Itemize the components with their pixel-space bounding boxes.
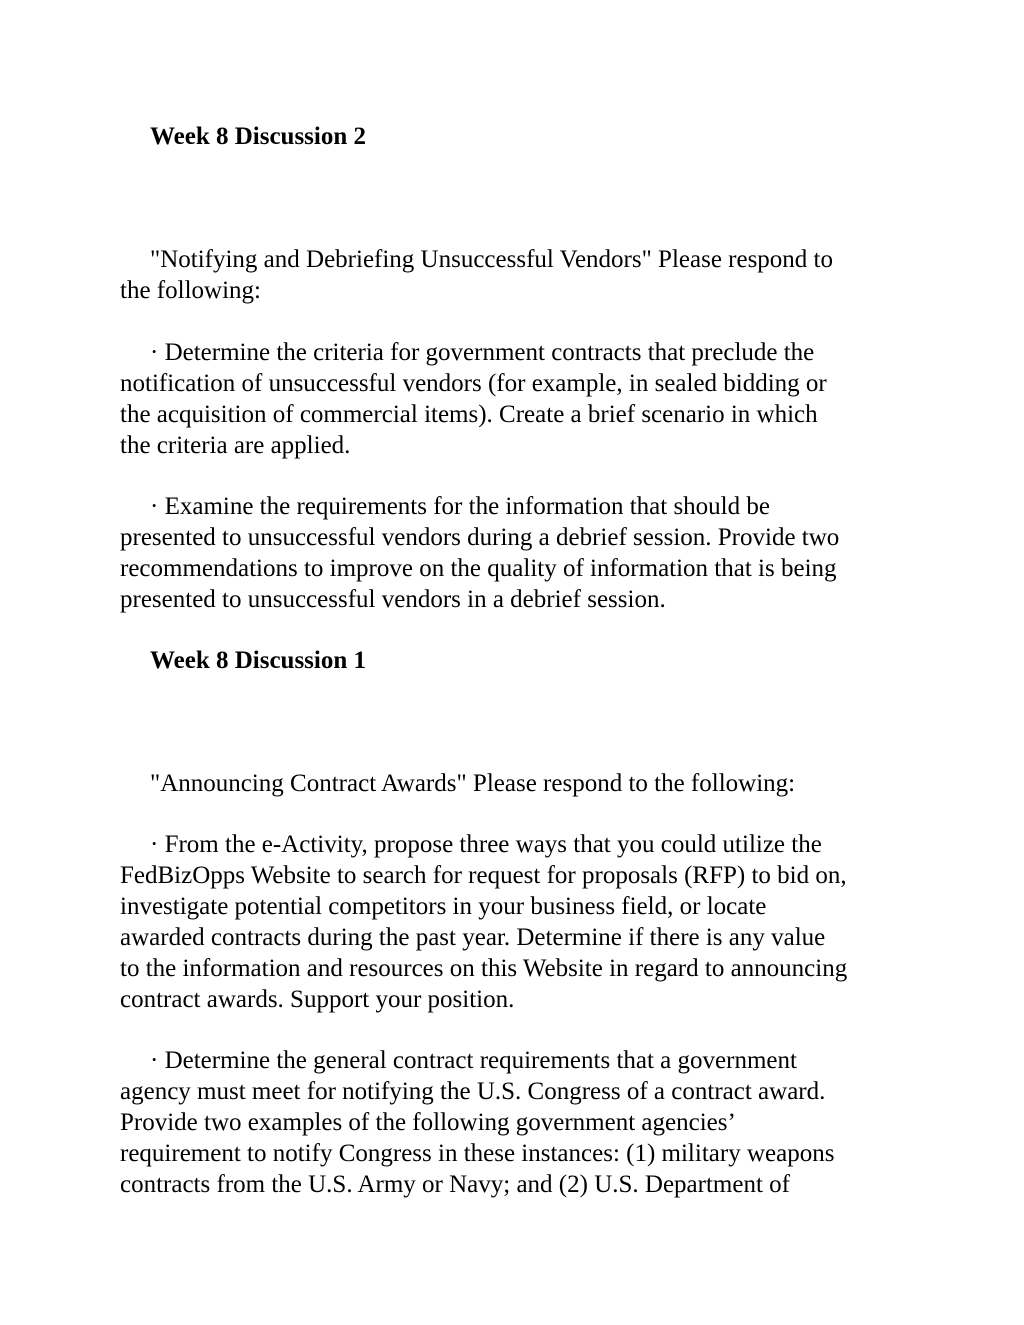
- discussion-1-bullet-2-line: agency must meet for notifying the U.S. Congress of a contract award.: [120, 1078, 826, 1105]
- discussion-1-bullet-1-line: to the information and resources on this Website in regard to announcing: [120, 955, 848, 982]
- discussion-2-prompt-line: the following:: [120, 277, 261, 304]
- discussion-1-prompt-line: "Announcing Contract Awards" Please respond to the following:: [150, 770, 796, 797]
- discussion-2-bullet-2-line: · Examine the requirements for the information that should be: [150, 493, 770, 520]
- discussion-2-title: Week 8 Discussion 2: [150, 123, 367, 150]
- discussion-2-bullet-2-line: recommendations to improve on the quality of information that is being: [120, 555, 837, 582]
- discussion-2-prompt-line: "Notifying and Debriefing Unsuccessful Vendors" Please respond to: [150, 246, 834, 273]
- discussion-1-title: Week 8 Discussion 1: [150, 647, 367, 674]
- discussion-1-bullet-2-line: · Determine the general contract requirements that a government: [150, 1047, 797, 1074]
- discussion-2-bullet-1-line: the acquisition of commercial items). Create a brief scenario in which: [120, 401, 818, 428]
- discussion-2-bullet-1-line: notification of unsuccessful vendors (for example, in sealed bidding or: [120, 370, 827, 397]
- discussion-1-bullet-1-line: FedBizOpps Website to search for request for proposals (RFP) to bid on,: [120, 862, 847, 889]
- discussion-2-bullet-1-line: · Determine the criteria for government contracts that preclude the: [150, 339, 815, 366]
- discussion-1-bullet-1-line: contract awards. Support your position.: [120, 986, 515, 1013]
- discussion-2-bullet-1-line: the criteria are applied.: [120, 432, 351, 459]
- discussion-1-bullet-1-line: · From the e-Activity, propose three ways that you could utilize the: [150, 831, 822, 858]
- discussion-1-bullet-2-line: contracts from the U.S. Army or Navy; and (2) U.S. Department of: [120, 1171, 790, 1198]
- discussion-1-bullet-2-line: Provide two examples of the following government agencies’: [120, 1109, 736, 1136]
- document-page: [120, 0, 920, 1325]
- discussion-2-bullet-2-line: presented to unsuccessful vendors in a debrief session.: [120, 586, 666, 613]
- discussion-1-bullet-1-line: awarded contracts during the past year. Determine if there is any value: [120, 924, 826, 951]
- discussion-1-bullet-2-line: requirement to notify Congress in these instances: (1) military weapons: [120, 1140, 835, 1167]
- discussion-1-bullet-1-line: investigate potential competitors in your business field, or locate: [120, 893, 767, 920]
- discussion-2-bullet-2-line: presented to unsuccessful vendors during a debrief session. Provide two: [120, 524, 840, 551]
